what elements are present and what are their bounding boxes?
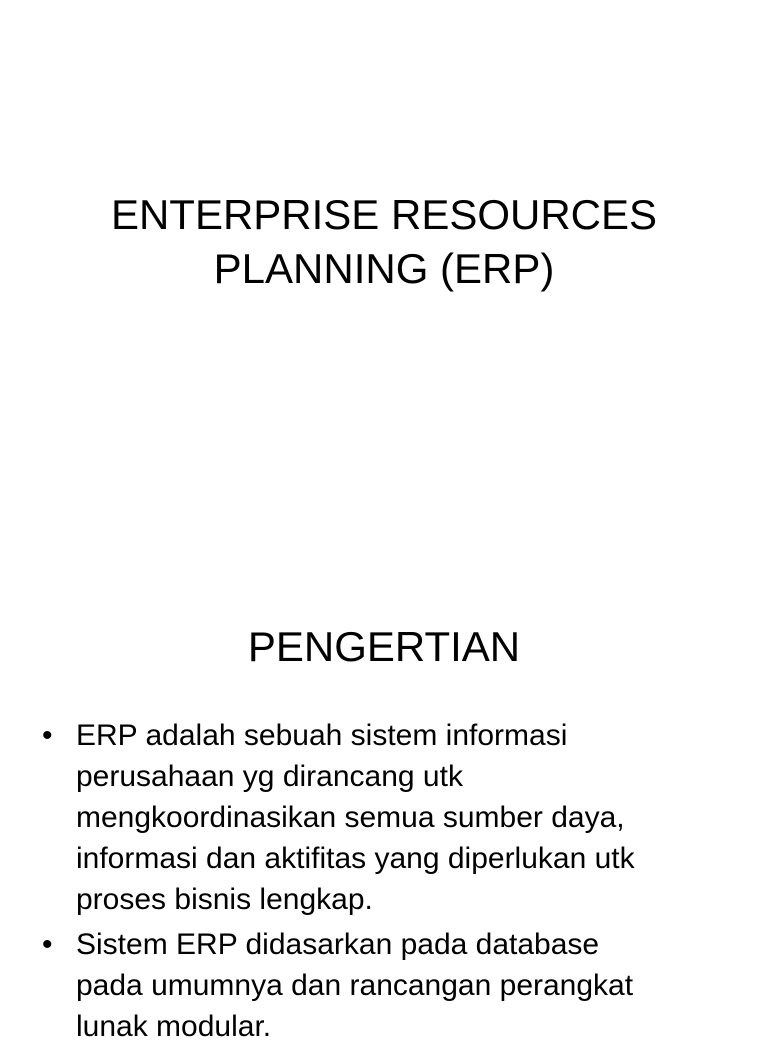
title-line: ENTERPRISE RESOURCES	[110, 191, 658, 238]
bullet-list	[0, 715, 768, 1051]
slide-title-heading	[0, 188, 768, 296]
bullet-text-line: ERP adalah sebuah sistem informasi	[76, 719, 568, 752]
bullet-marker: •	[42, 719, 53, 752]
bullet-text-line: proses bisnis lengkap.	[76, 883, 373, 916]
bullet-text-line: pada umumnya dan rancangan perangkat	[76, 969, 634, 1002]
section-heading: PENGERTIAN	[247, 623, 521, 670]
bullet-text-line: mengkoordinasikan semua sumber daya,	[76, 801, 625, 834]
bullet-text-line: informasi dan aktifitas yang diperlukan utk	[76, 842, 635, 875]
bullet-marker: •	[42, 928, 53, 961]
title-line: PLANNING (ERP)	[213, 245, 555, 292]
bullet-item	[0, 715, 768, 920]
bullet-text-line: perusahaan yg dirancang utk	[76, 760, 463, 793]
slide-pengertian	[0, 576, 768, 1043]
bullet-item	[0, 924, 768, 1047]
bullet-text-line: Sistem ERP didasarkan pada database	[76, 928, 600, 961]
bullet-text-line: lunak modular.	[76, 1010, 272, 1043]
